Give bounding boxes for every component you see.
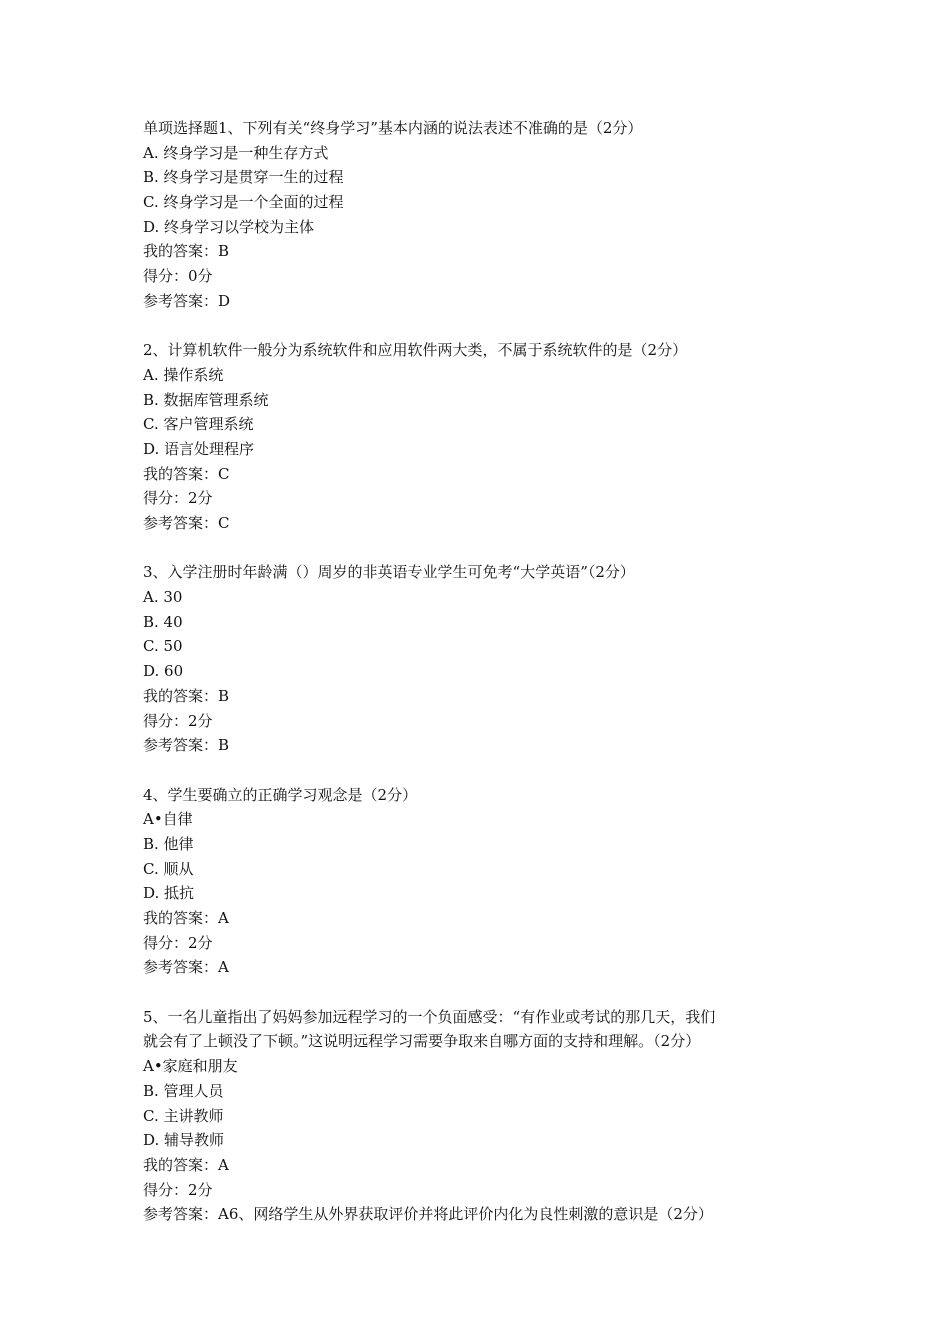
question-5 [143, 1005, 823, 1227]
score: 得分：0分 [143, 267, 213, 286]
question-2 [143, 338, 823, 536]
spacer [143, 980, 823, 1005]
question-3 [143, 560, 823, 758]
spacer [143, 314, 823, 339]
question-stem-line-2: 就会有了上顿没了下顿。”这说明远程学习需要争取来自哪方面的支持和理解。（2分） [143, 1032, 701, 1051]
option-a: A•自律 [143, 810, 193, 829]
option-c: C. 主讲教师 [143, 1106, 224, 1125]
reference-answer: 参考答案：B [143, 736, 230, 755]
option-d: D. 辅导教师 [143, 1131, 225, 1150]
option-d: D. 60 [143, 662, 184, 681]
option-b: B. 40 [143, 612, 183, 631]
option-b: B. 数据库管理系统 [143, 390, 269, 409]
question-stem: 4、学生要确立的正确学习观念是（2分） [143, 785, 418, 804]
my-answer: 我的答案：B [143, 242, 230, 261]
question-stem-line-1: 5、一名儿童指出了妈妈参加远程学习的一个负面感受：“有作业或考试的那几天，我们 [143, 1007, 716, 1026]
question-4 [143, 783, 823, 981]
reference-answer: 参考答案：C [143, 514, 230, 532]
option-b: B. 终身学习是贯穿一生的过程 [143, 168, 344, 187]
option-b: B. 管理人员 [143, 1081, 224, 1100]
spacer [143, 536, 823, 561]
score: 得分：2分 [143, 489, 213, 508]
my-answer: 我的答案：B [143, 686, 230, 705]
option-c: C. 顺从 [143, 859, 194, 878]
option-c: C. 50 [143, 637, 183, 656]
exam-document [143, 116, 823, 1227]
option-a: A•家庭和朋友 [143, 1057, 238, 1076]
option-d: D. 抵抗 [143, 884, 195, 903]
score: 得分：2分 [143, 711, 213, 730]
reference-answer: 参考答案：A6、网络学生从外界获取评价并将此评价内化为良性刺激的意识是（2分） [143, 1205, 713, 1224]
option-a: A. 终身学习是一种生存方式 [143, 143, 329, 162]
score: 得分：2分 [143, 933, 213, 952]
my-answer: 我的答案：C [143, 464, 230, 483]
option-d: D. 语言处理程序 [143, 439, 255, 458]
score: 得分：2分 [143, 1180, 213, 1199]
question-stem: 单项选择题1、下列有关“终身学习”基本内涵的说法表述不准确的是（2分） [143, 119, 643, 137]
question-stem: 2、计算机软件一般分为系统软件和应用软件两大类，不属于系统软件的是（2分） [143, 341, 688, 360]
reference-answer: 参考答案：D [143, 291, 231, 310]
option-b: B. 他律 [143, 834, 194, 853]
reference-answer: 参考答案：A [143, 958, 229, 977]
option-a: A. 30 [143, 588, 183, 607]
my-answer: 我的答案：A [143, 909, 229, 927]
my-answer: 我的答案：A [143, 1155, 229, 1174]
question-stem: 3、入学注册时年龄满（）周岁的非英语专业学生可免考“大学英语”（2分） [143, 563, 635, 582]
question-1 [143, 116, 823, 314]
option-c: C. 终身学习是一个全面的过程 [143, 193, 344, 212]
option-a: A. 操作系统 [143, 365, 224, 384]
option-d: D. 终身学习以学校为主体 [143, 217, 315, 236]
option-c: C. 客户管理系统 [143, 415, 254, 434]
spacer [143, 758, 823, 783]
